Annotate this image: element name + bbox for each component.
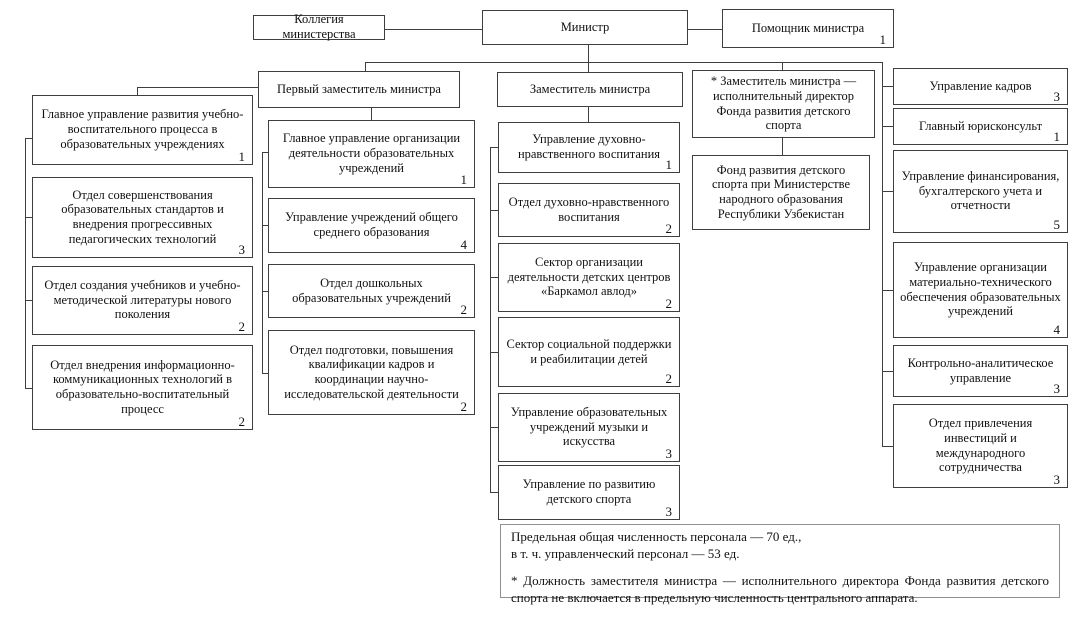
node-col3-box4 [498, 317, 680, 387]
node-label: Контрольно-аналитическое управление [907, 355, 1054, 385]
staff-count: 3 [1053, 471, 1060, 487]
node-deputy-minister [497, 72, 683, 107]
staff-count: 2 [460, 301, 467, 317]
staff-count: 2 [238, 318, 245, 334]
node-label: Управление финансирования, бухгалтерского учета и отчетности [901, 168, 1060, 213]
node-collegium [253, 12, 385, 41]
connector-line [882, 446, 893, 447]
node-children-sport-fund [692, 155, 870, 230]
node-label: Отдел внедрения информационно-коммуникационных технологий в образовательно-воспитательный процесс [50, 357, 235, 416]
node-col2-box3 [268, 264, 475, 318]
connector-line [25, 138, 26, 388]
staff-count: 2 [665, 295, 672, 311]
note-line-1: Предельная общая численность персонала — 70 ед., [511, 529, 802, 544]
node-col3-box1 [498, 122, 680, 173]
node-col1-box4 [32, 345, 253, 430]
node-label: Управление организации материально-технического обеспечения образовательных учреждений [900, 260, 1061, 319]
connector-line [262, 152, 268, 153]
connector-line [782, 138, 783, 155]
connector-line [490, 427, 498, 428]
node-col3-box6 [498, 465, 680, 520]
node-label: Первый заместитель министра [277, 81, 441, 96]
staff-count: 5 [1053, 216, 1060, 232]
node-col2-box2 [268, 198, 475, 253]
connector-line [262, 291, 268, 292]
connector-line [371, 108, 372, 120]
node-label: Управление учреждений общего среднего образования [285, 210, 458, 239]
node-col5-box2 [893, 108, 1068, 145]
node-label: Управление образовательных учреждений музыки и искусства [510, 404, 668, 449]
connector-line [262, 373, 268, 374]
staff-count: 1 [460, 171, 467, 187]
connector-line [882, 86, 893, 87]
connector-line [137, 87, 138, 95]
node-col2-box4 [268, 330, 475, 415]
connector-line [25, 388, 32, 389]
connector-line [490, 210, 498, 211]
node-label: Управление кадров [929, 78, 1032, 93]
staff-count: 3 [665, 445, 672, 461]
connector-line [882, 371, 893, 372]
node-col3-box5 [498, 393, 680, 462]
node-label: Управление по развитию детского спорта [522, 477, 656, 506]
staff-count: 3 [665, 503, 672, 519]
staff-count: 1 [1053, 128, 1060, 144]
node-first-deputy-minister [258, 71, 460, 108]
node-label: Министр [560, 19, 610, 34]
node-label: Главный юрисконсульт [918, 118, 1043, 133]
connector-line [365, 62, 366, 71]
connector-line [490, 147, 491, 492]
connector-line [490, 147, 498, 148]
node-label: Отдел духовно-нравственного воспитания [508, 194, 670, 224]
node-deputy-minister-fund-director [692, 70, 875, 138]
node-label: Отдел привлечения инвестиций и международного сотрудничества [928, 416, 1033, 475]
node-label: Сектор организации деятельности детских центров «Баркамол авлод» [507, 254, 671, 299]
node-col3-box3 [498, 243, 680, 312]
node-label: Отдел создания учебников и учебно-методической литературы нового поколения [44, 277, 241, 322]
connector-line [365, 62, 883, 63]
connector-line [25, 300, 32, 301]
staff-count: 3 [1053, 88, 1060, 104]
node-col1-box3 [32, 266, 253, 335]
node-label: Отдел подготовки, повышения квалификации кадров и координации научно-исследовательской деятельности [284, 342, 459, 401]
node-col5-box3 [893, 150, 1068, 233]
connector-line [688, 29, 722, 30]
node-label: Управление духовно-нравственного воспитания [517, 132, 661, 161]
connector-line [882, 62, 883, 446]
node-label: Заместитель министра [529, 81, 651, 96]
node-label: Фонд развития детского спорта при Министерстве народного образования Республики Узбекистан [712, 162, 850, 221]
connector-line [25, 217, 32, 218]
staff-count: 2 [665, 220, 672, 236]
staff-count: 4 [460, 236, 467, 252]
connector-line [385, 29, 482, 30]
node-col1-box2 [32, 177, 253, 258]
connector-line [588, 45, 589, 72]
node-label: * Заместитель министра — исполнительный директор Фонда развития детского спорта [710, 74, 857, 133]
connector-line [490, 492, 498, 493]
staff-count: 3 [1053, 380, 1060, 396]
connector-line [262, 152, 263, 373]
node-col3-box2 [498, 183, 680, 237]
connector-line [882, 126, 893, 127]
connector-line [25, 138, 32, 139]
node-col1-box1 [32, 95, 253, 165]
node-minister [482, 10, 688, 45]
node-col5-box4 [893, 242, 1068, 338]
note-line-2: в т. ч. управленческий персонал — 53 ед. [511, 545, 740, 561]
node-label: Отдел дошкольных образовательных учреждений [292, 275, 451, 305]
node-minister-assistant [722, 9, 894, 48]
node-label: Помощник министра [751, 20, 865, 35]
connector-line [782, 62, 783, 70]
node-col5-box6 [893, 404, 1068, 488]
staff-count: 1 [665, 156, 672, 172]
note-footnote: * Должность заместителя министра — исполнительного директора Фонда развития детского спорта не включается в предельную численность центрального аппарата. [511, 573, 1049, 605]
note-box [500, 524, 1060, 605]
node-col2-box1 [268, 120, 475, 188]
staff-count: 3 [238, 241, 245, 257]
node-label: Коллегия министерства [282, 12, 356, 41]
connector-line [882, 191, 893, 192]
connector-line [262, 225, 268, 226]
staff-count: 2 [665, 370, 672, 386]
staff-count: 2 [460, 398, 467, 414]
node-col5-box1 [893, 68, 1068, 105]
connector-line [882, 290, 893, 291]
node-label: Главное управление организации деятельности образовательных учреждений [282, 131, 461, 175]
staff-count: 4 [1053, 321, 1060, 337]
connector-line [490, 277, 498, 278]
staff-count: 1 [238, 148, 245, 164]
node-label: Главное управление развития учебно-воспитательного процесса в образовательных учреждениях [41, 107, 244, 151]
node-label: Отдел совершенствования образовательных стандартов и внедрения прогрессивных педагогических технологий [61, 187, 224, 246]
node-col5-box5 [893, 345, 1068, 397]
connector-line [137, 87, 258, 88]
node-label: Сектор социальной поддержки и реабилитации детей [506, 336, 672, 366]
staff-count: 1 [879, 31, 886, 47]
staff-count: 2 [238, 413, 245, 429]
connector-line [588, 107, 589, 122]
connector-line [490, 352, 498, 353]
